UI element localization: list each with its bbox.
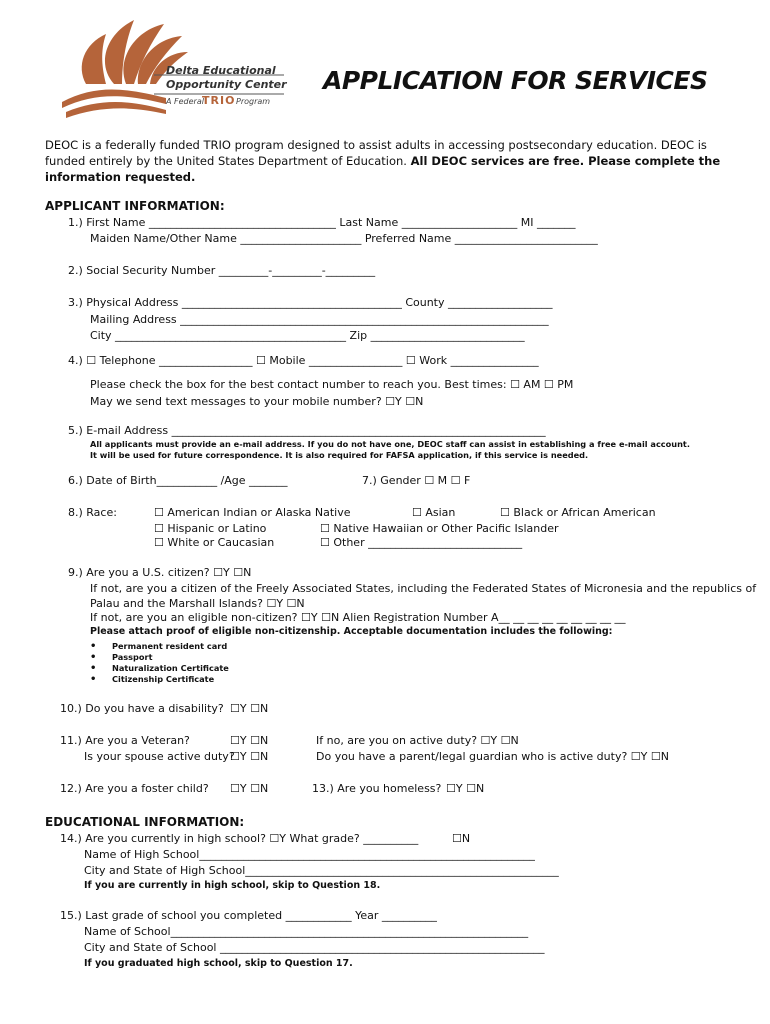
q11-active-duty[interactable]: If no, are you on active duty? ☐Y ☐N xyxy=(316,734,519,747)
q11-parent-active[interactable]: Do you have a parent/legal guardian who is active duty? ☐Y ☐N xyxy=(316,750,669,763)
q4-text-messages[interactable]: May we send text messages to your mobile number? ☐Y ☐N xyxy=(90,395,424,408)
q9-citizen-line[interactable]: 9.) Are you a U.S. citizen? ☐Y ☐N xyxy=(68,566,252,579)
q1-maiden-line[interactable]: Maiden Name/Other Name ______________________ Preferred Name __________________________ xyxy=(90,232,598,245)
intro-text: DEOC is a federally funded TRIO program designed to assist adults in accessing postsecondary education. DEOC is funded entirely by the United States Department of Education. xyxy=(45,138,707,168)
q9-noncitizen-line[interactable]: If not, are you an eligible non-citizen? ☐Y ☐N Alien Registration Number A__ __ __ __ __ __ __ __ __ xyxy=(90,611,626,624)
q9-proof-note: Please attach proof of eligible non-citizenship. Acceptable documentation includes the following: xyxy=(90,626,613,637)
q13-homeless: 13.) Are you homeless? xyxy=(312,782,442,795)
q8-race-label: 8.) Race: xyxy=(68,506,117,519)
q4-phone-line[interactable]: 4.) ☐ Telephone _________________ ☐ Mobile _________________ ☐ Work ________________ xyxy=(68,354,539,367)
q9-freely-associated: If not, are you a citizen of the Freely Associated States, including the Federated States of Micronesia and the republics of xyxy=(90,582,757,595)
q2-ssn-line[interactable]: 2.) Social Security Number _________-_________-_________ xyxy=(68,264,376,277)
q14-no[interactable]: ☐N xyxy=(452,832,471,845)
race-option-pacific-islander[interactable]: ☐ Native Hawaiian or Other Pacific Islander xyxy=(320,522,559,535)
q3-city-zip[interactable]: City __________________________________________ Zip ____________________________ xyxy=(90,329,525,342)
q14-school-name[interactable]: Name of High School_____________________________________________________________ xyxy=(84,848,535,861)
q3-physical-address[interactable]: 3.) Physical Address ________________________________________ County ___________________ xyxy=(68,296,553,309)
docs-list xyxy=(90,641,229,685)
q12-yn[interactable]: ☐Y ☐N xyxy=(230,782,269,795)
intro-bold-text: All DEOC services are free. Please complete the information requested. xyxy=(45,154,721,184)
logo xyxy=(56,14,296,124)
q14-skip-note: If you are currently in high school, skip to Question 18. xyxy=(84,880,381,891)
q5-email-line[interactable]: 5.) E-mail Address ____________________________________________________________________ xyxy=(68,424,546,437)
logo-line-3a: A Federal xyxy=(166,97,204,106)
race-option-hispanic[interactable]: ☐ Hispanic or Latino xyxy=(154,522,267,535)
logo-line-2: Opportunity Center xyxy=(166,78,287,91)
q3-mailing-address[interactable]: Mailing Address ___________________________________________________________________ xyxy=(90,313,549,326)
q4-best-times[interactable]: Please check the box for the best contact number to reach you. Best times: ☐ AM ☐ PM xyxy=(90,378,574,391)
list-item: • Citizenship Certificate xyxy=(90,674,229,685)
logo-line-1: Delta Educational xyxy=(166,64,276,77)
q1-name-line[interactable]: 1.) First Name __________________________________ Last Name _____________________ MI _______ xyxy=(68,216,576,229)
q15-school-city[interactable]: City and State of School ___________________________________________________________ xyxy=(84,941,545,954)
q15-skip-note: If you graduated high school, skip to Question 17. xyxy=(84,958,353,969)
q10-yn[interactable]: ☐Y ☐N xyxy=(230,702,269,715)
q6-dob-line[interactable]: 6.) Date of Birth___________ /Age _______ xyxy=(68,474,288,487)
q11-veteran-yn[interactable]: ☐Y ☐N xyxy=(230,734,269,747)
q11-veteran: 11.) Are you a Veteran? xyxy=(60,734,190,747)
race-option-other[interactable]: ☐ Other ____________________________ xyxy=(320,536,523,549)
q5-note-2: It will be used for future correspondence. It is also required for FAFSA application, if this service is needed. xyxy=(90,450,589,460)
q15-school-name[interactable]: Name of School_________________________________________________________________ xyxy=(84,925,529,938)
list-item: • Naturalization Certificate xyxy=(90,663,229,674)
q9-palau-line[interactable]: Palau and the Marshall Islands? ☐Y ☐N xyxy=(90,597,305,610)
q11-spouse-yn[interactable]: ☐Y ☐N xyxy=(230,750,269,763)
race-option-white[interactable]: ☐ White or Caucasian xyxy=(154,536,275,549)
q14-school-city[interactable]: City and State of High School_________________________________________________________ xyxy=(84,864,559,877)
q15-last-grade[interactable]: 15.) Last grade of school you completed ____________ Year __________ xyxy=(60,909,437,922)
q10-disability: 10.) Do you have a disability? xyxy=(60,702,224,715)
q11-spouse: Is your spouse active duty? xyxy=(84,750,235,763)
q5-note-1: All applicants must provide an e-mail address. If you do not have one, DEOC staff can assist in establishing a free e-mail account. xyxy=(90,439,690,449)
q12-foster: 12.) Are you a foster child? xyxy=(60,782,209,795)
q14-high-school[interactable]: 14.) Are you currently in high school? ☐Y What grade? __________ xyxy=(60,832,419,845)
list-item: • Permanent resident card xyxy=(90,641,229,652)
logo-trio: TRIO xyxy=(202,94,236,107)
logo-line-3c: Program xyxy=(236,97,271,106)
race-option-asian[interactable]: ☐ Asian xyxy=(412,506,456,519)
race-option-american-indian[interactable]: ☐ American Indian or Alaska Native xyxy=(154,506,351,519)
page-title: APPLICATION FOR SERVICES xyxy=(323,66,708,95)
education-heading: EDUCATIONAL INFORMATION: xyxy=(45,815,245,829)
race-option-black[interactable]: ☐ Black or African American xyxy=(500,506,656,519)
intro-paragraph xyxy=(45,137,735,185)
list-item: • Passport xyxy=(90,652,229,663)
q7-gender-line[interactable]: 7.) Gender ☐ M ☐ F xyxy=(362,474,471,487)
applicant-heading: APPLICANT INFORMATION: xyxy=(45,199,225,213)
q13-yn[interactable]: ☐Y ☐N xyxy=(446,782,485,795)
